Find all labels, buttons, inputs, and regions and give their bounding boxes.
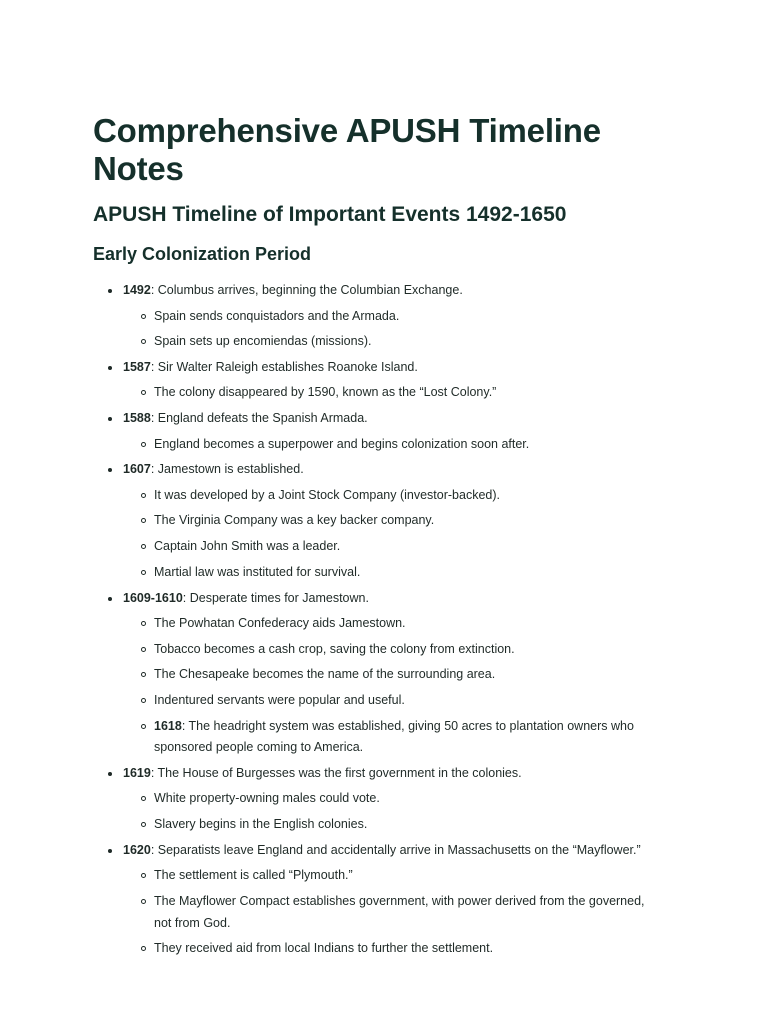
sub-item-text: Spain sends conquistadors and the Armada.: [154, 308, 400, 323]
timeline-item: [123, 588, 653, 759]
sub-item: [154, 382, 653, 404]
bullet-dot-icon: [108, 417, 112, 421]
timeline-year: 1607: [123, 462, 151, 477]
sub-item: [154, 510, 653, 532]
sub-item-text: Slavery begins in the English colonies.: [154, 817, 368, 832]
sub-item: [154, 865, 653, 887]
bullet-circle-icon: [141, 647, 146, 652]
bullet-circle-icon: [141, 314, 146, 319]
bullet-dot-icon: [108, 289, 112, 293]
timeline-item: [123, 408, 653, 455]
timeline-text: : The House of Burgesses was the first government in the colonies.: [150, 765, 522, 780]
timeline-item: [123, 459, 653, 583]
sub-item: [154, 536, 653, 558]
sub-item: [154, 562, 653, 584]
bullet-circle-icon: [141, 442, 146, 447]
section-heading: Early Colonization Period: [93, 244, 312, 264]
bullet-circle-icon: [141, 621, 146, 626]
sub-list: [123, 613, 653, 759]
sub-item: [154, 690, 653, 712]
timeline-item: [123, 763, 653, 836]
sub-item-text: The Powhatan Confederacy aids Jamestown.: [154, 616, 406, 630]
timeline-text: : Sir Walter Raleigh establishes Roanoke Island.: [150, 359, 418, 374]
sub-item-text: The Virginia Company was a key backer company.: [154, 513, 435, 528]
sub-item-text: Martial law was instituted for survival.: [154, 564, 361, 579]
page-title: Comprehensive APUSH Timeline Notes: [93, 112, 601, 187]
bullet-circle-icon: [141, 339, 146, 344]
sub-item-text: Tobacco becomes a cash crop, saving the colony from extinction.: [154, 641, 515, 656]
sub-item-text: The settlement is called “Plymouth.”: [154, 868, 353, 883]
timeline-year: 1492: [123, 283, 151, 297]
bullet-dot-icon: [108, 597, 112, 601]
sub-item: [154, 716, 653, 759]
sub-item: [154, 938, 653, 960]
sub-item-text: White property-owning males could vote.: [154, 791, 380, 806]
bullet-circle-icon: [141, 544, 146, 549]
bullet-dot-icon: [108, 366, 112, 370]
sub-item: [154, 485, 653, 507]
sub-list: [123, 306, 653, 353]
document-page: [93, 112, 653, 964]
bullet-circle-icon: [141, 390, 146, 395]
bullet-circle-icon: [141, 698, 146, 703]
sub-item: [154, 891, 653, 934]
timeline-year: 1620: [123, 842, 151, 857]
timeline-year: 1587: [123, 359, 151, 374]
sub-list: [123, 434, 653, 456]
sub-item: [154, 613, 653, 635]
bullet-circle-icon: [141, 724, 146, 729]
sub-list: [123, 382, 653, 404]
timeline-text: : Separatists leave England and accidentally arrive in Massachusetts on the “Mayflower.”: [150, 842, 641, 857]
timeline-year: 1619: [123, 765, 151, 780]
bullet-circle-icon: [141, 672, 146, 677]
timeline-year: 1609-1610: [123, 590, 183, 605]
sub-item: [154, 788, 653, 810]
sub-item-text: England becomes a superpower and begins colonization soon after.: [154, 436, 530, 451]
bullet-circle-icon: [141, 946, 146, 951]
sub-item-text: They received aid from local Indians to further the settlement.: [154, 941, 494, 956]
sub-item: [154, 331, 653, 353]
timeline-text: : Columbus arrives, beginning the Columbian Exchange.: [150, 283, 463, 297]
bullet-dot-icon: [108, 849, 112, 853]
bullet-circle-icon: [141, 518, 146, 523]
sub-item: [154, 434, 653, 456]
sub-item-text: The Chesapeake becomes the name of the surrounding area.: [154, 667, 496, 682]
timeline-item: [123, 840, 653, 960]
timeline-year: 1588: [123, 411, 151, 426]
sub-item-text: Captain John Smith was a leader.: [154, 539, 341, 554]
bullet-circle-icon: [141, 570, 146, 575]
bullet-circle-icon: [141, 899, 146, 904]
bullet-circle-icon: [141, 873, 146, 878]
timeline-text: : Desperate times for Jamestown.: [182, 590, 369, 605]
sub-item: [154, 306, 653, 328]
sub-list: [123, 865, 653, 959]
sub-item-text: The Mayflower Compact establishes government, with power derived from the governed, not from God.: [154, 894, 645, 930]
sub-item: [154, 814, 653, 836]
bullet-circle-icon: [141, 796, 146, 801]
sub-item-text: It was developed by a Joint Stock Company (investor-backed).: [154, 487, 501, 502]
bullet-circle-icon: [141, 822, 146, 827]
bullet-dot-icon: [108, 468, 112, 472]
sub-item-text: Spain sets up encomiendas (missions).: [154, 334, 372, 349]
timeline-text: : Jamestown is established.: [150, 462, 304, 477]
timeline-list: [93, 280, 653, 960]
sub-item-text: Indentured servants were popular and useful.: [154, 693, 405, 708]
bullet-dot-icon: [108, 772, 112, 776]
page-subtitle: APUSH Timeline of Important Events 1492-1650: [93, 203, 567, 226]
timeline-text: : England defeats the Spanish Armada.: [150, 411, 368, 426]
sub-item-year: 1618: [154, 718, 182, 733]
timeline-item: [123, 280, 653, 353]
sub-list: [123, 485, 653, 584]
sub-item: [154, 664, 653, 686]
timeline-item: [123, 357, 653, 404]
sub-item-text: : The headright system was established, giving 50 acres to plantation owners who sponsored people coming to America.: [154, 718, 634, 755]
sub-item: [154, 639, 653, 661]
bullet-circle-icon: [141, 493, 146, 498]
sub-item-text: The colony disappeared by 1590, known as the “Lost Colony.”: [154, 385, 497, 400]
sub-list: [123, 788, 653, 835]
